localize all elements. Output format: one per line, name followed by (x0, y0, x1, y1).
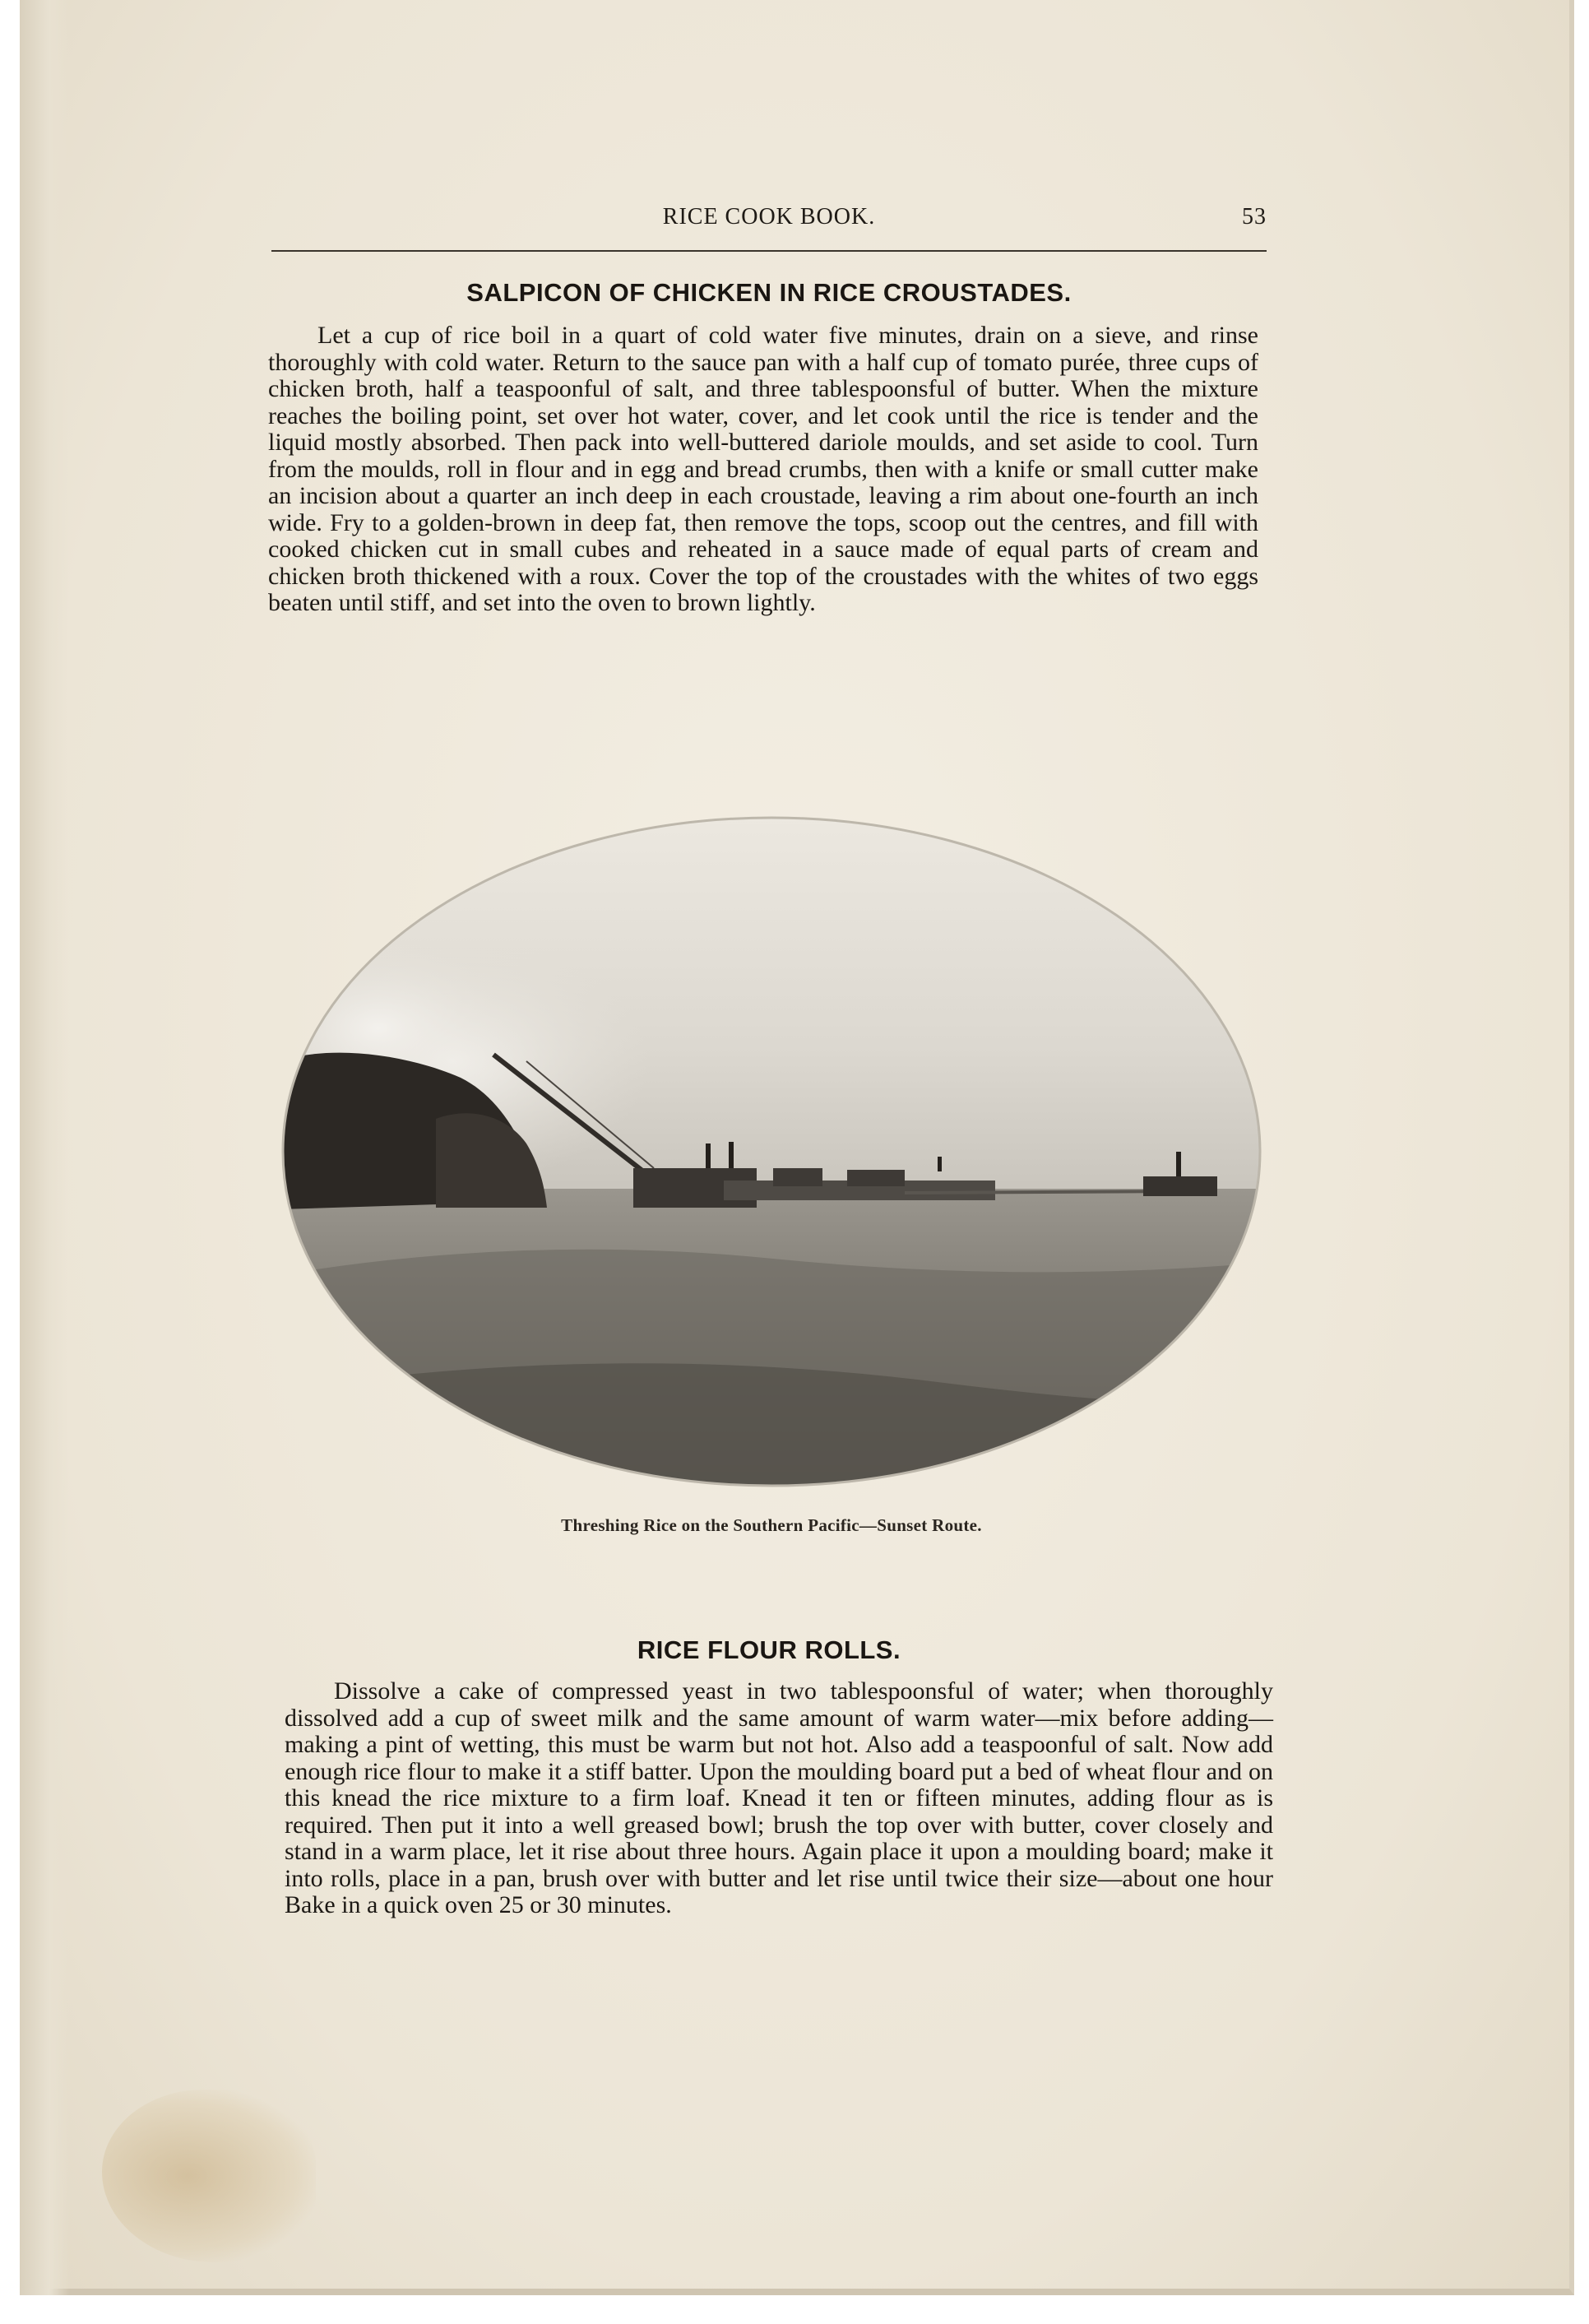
photo-caption: Threshing Rice on the Southern Pacific—Sunset Route. (561, 1515, 982, 1535)
running-header (271, 201, 1267, 242)
page-number: 53 (1242, 204, 1267, 230)
recipe-body-rolls: Dissolve a cake of compressed yeast in two tablespoonsful of water; when thoroughly dissolved add a cup of sweet milk and the same amount of warm water—mix before adding—making a pint of wetting, this must be warm but not hot. Also add a teaspoonful of salt. Now add enough rice flour to make it a stiff batter. Upon the moulding board put a bed of wheat flour and on this knead the rice mixture to a firm loaf. Knead it ten or fifteen minutes, adding flour as is required. Then put it into a well greased bowl; brush the top over with butter, cover closely and stand in a warm place, let it rise about three hours. Again place it upon a moulding board; make it into rolls, place in a pan, brush over with butter and let rise until twice their size—about one hour Bake in a quick oven 25 or 30 minutes. (285, 1677, 1273, 1918)
recipe-title-salpicon: SALPICON OF CHICKEN IN RICE CROUSTADES. (466, 278, 1072, 307)
page-spine-edge (20, 0, 69, 2295)
water-stain (102, 2090, 316, 2262)
running-title: RICE COOK BOOK. (662, 204, 876, 230)
threshing-photograph (280, 814, 1263, 1489)
recipe-body-salpicon: Let a cup of rice boil in a quart of cold water five minutes, drain on a sieve, and rinse thoroughly with cold water. Return to the sauce pan with a half cup of tomato purée, three cups of chicken broth, half a teaspoonful of salt, and three tablespoonsful of butter. When the mixture reaches the boiling point, set over hot water, cover, and let cook until the rice is tender and the liquid mostly absorbed. Then pack into well-buttered dariole moulds, and set aside to cool. Turn from the moulds, roll in flour and in egg and bread crumbs, then with a knife or small cutter make an incision about a quarter an inch deep in each croustade, leaving a rim about one-fourth an inch wide. Fry to a golden-brown in deep fat, then remove the tops, scoop out the centres, and fill with cooked chicken cut in small cubes and reheated in a sauce made of equal parts of cream and chicken broth thickened with a roux. Cover the top of the croustades with the whites of two eggs beaten until stiff, and set into the oven to brown lightly. (268, 322, 1258, 616)
recipe-title-rolls: RICE FLOUR ROLLS. (637, 1635, 901, 1664)
header-rule (271, 250, 1267, 252)
